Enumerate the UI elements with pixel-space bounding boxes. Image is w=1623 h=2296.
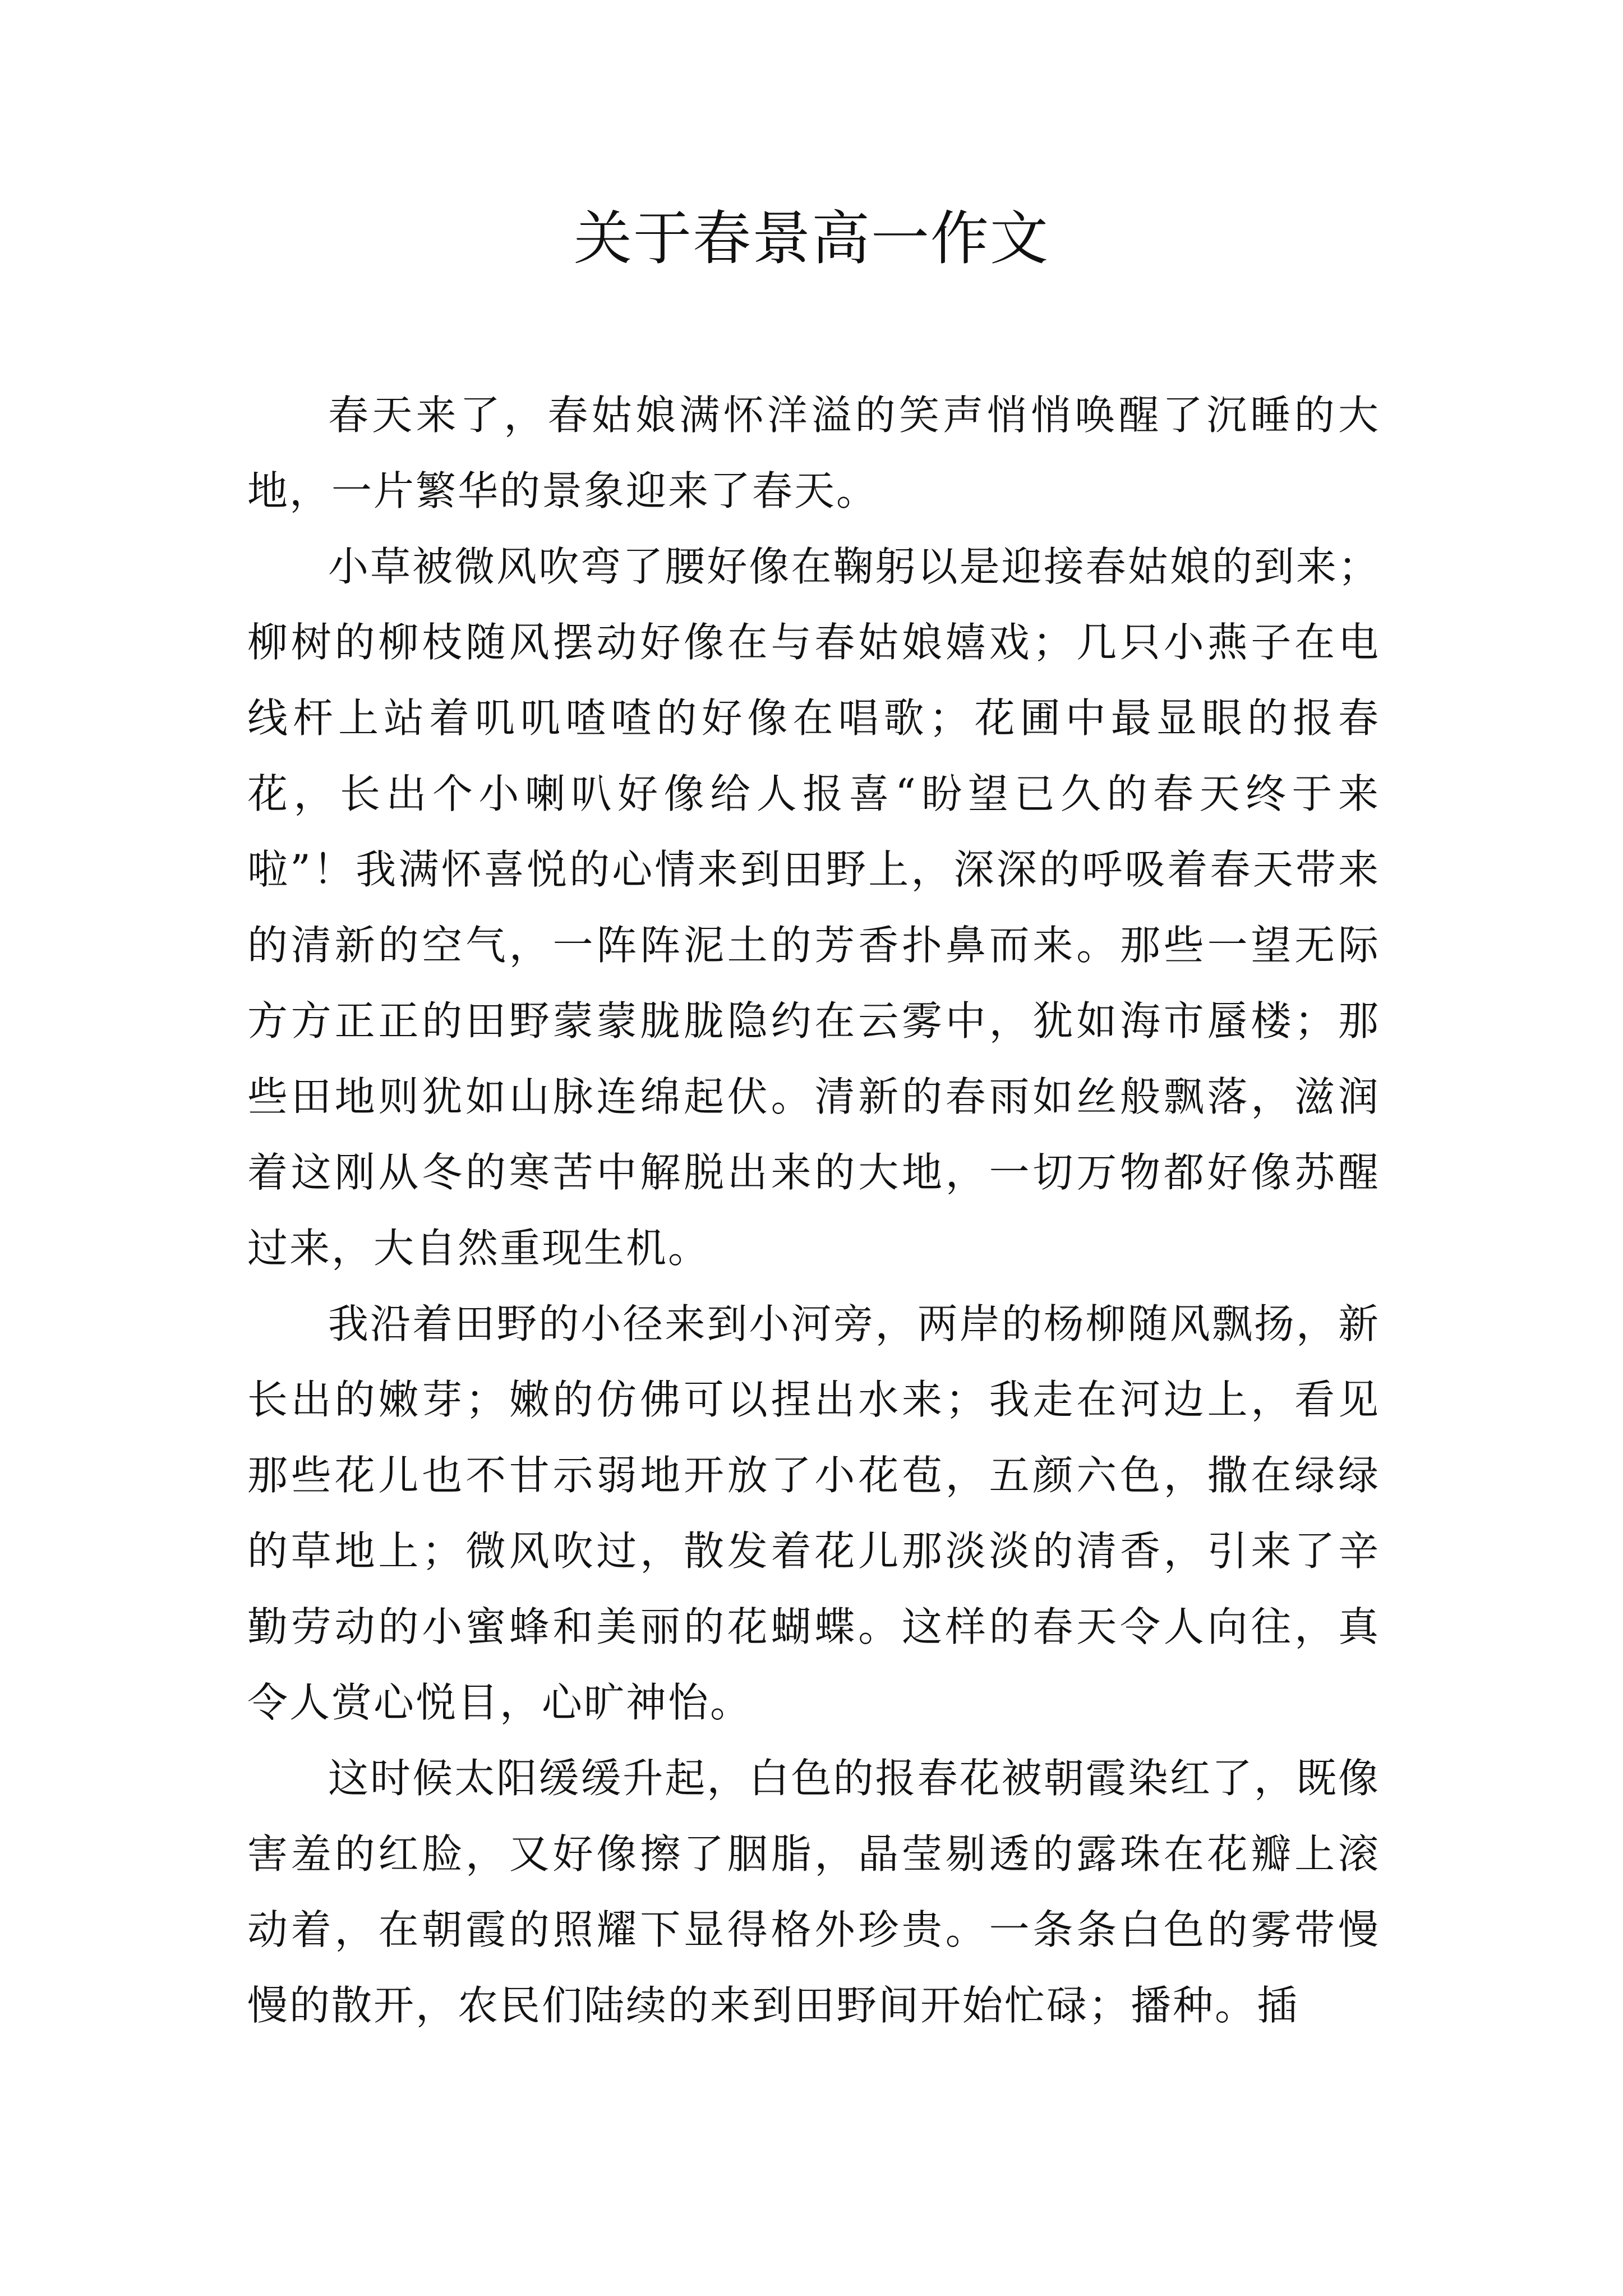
- paragraph: 小草被微风吹弯了腰好像在鞠躬以是迎接春姑娘的到来；柳树的柳枝随风摆动好像在与春姑娘嬉戏；几只小燕子在电线杆上站着叽叽喳喳的好像在唱歌；花圃中最显眼的报春花，长出个小喇叭好像给人报喜“盼望已久的春天终于来啦”！我满怀喜悦的心情来到田野上，深深的呼吸着春天带来的清新的空气，一阵阵泥土的芳香扑鼻而来。那些一望无际方方正正的田野蒙蒙胧胧隐约在云雾中，犹如海市蜃楼；那些田地则犹如山脉连绵起伏。清新的春雨如丝般飘落，滋润着这刚从冬的寒苦中解脱出来的大地，一切万物都好像苏醒过来，大自然重现生机。: [247, 543, 1380, 1272]
- paragraph: 我沿着田野的小径来到小河旁，两岸的杨柳随风飘扬，新长出的嫩芽；嫩的仿佛可以捏出水来；我走在河边上，看见那些花儿也不甘示弱地开放了小花苞，五颜六色，撒在绿绿的草地上；微风吹过，散发着花儿那淡淡的清香，引来了辛勤劳动的小蜜蜂和美丽的花蝴蝶。这样的春天令人向往，真令人赏心悦目，心旷神怡。: [247, 1300, 1380, 1726]
- document-title: 关于春景高一作文: [573, 204, 1049, 273]
- paragraph: 这时候太阳缓缓升起，白色的报春花被朝霞染红了，既像害羞的红脸，又好像擦了胭脂，晶莹剔透的露珠在花瓣上滚动着，在朝霞的照耀下显得格外珍贵。一条条白色的雾带慢慢的散开，农民们陆续的来到田野间开始忙碌；播种。插: [247, 1755, 1380, 2029]
- paragraph: 春天来了，春姑娘满怀洋溢的笑声悄悄唤醒了沉睡的大地，一片繁华的景象迎来了春天。: [247, 392, 1380, 514]
- document-body: [247, 378, 1380, 2044]
